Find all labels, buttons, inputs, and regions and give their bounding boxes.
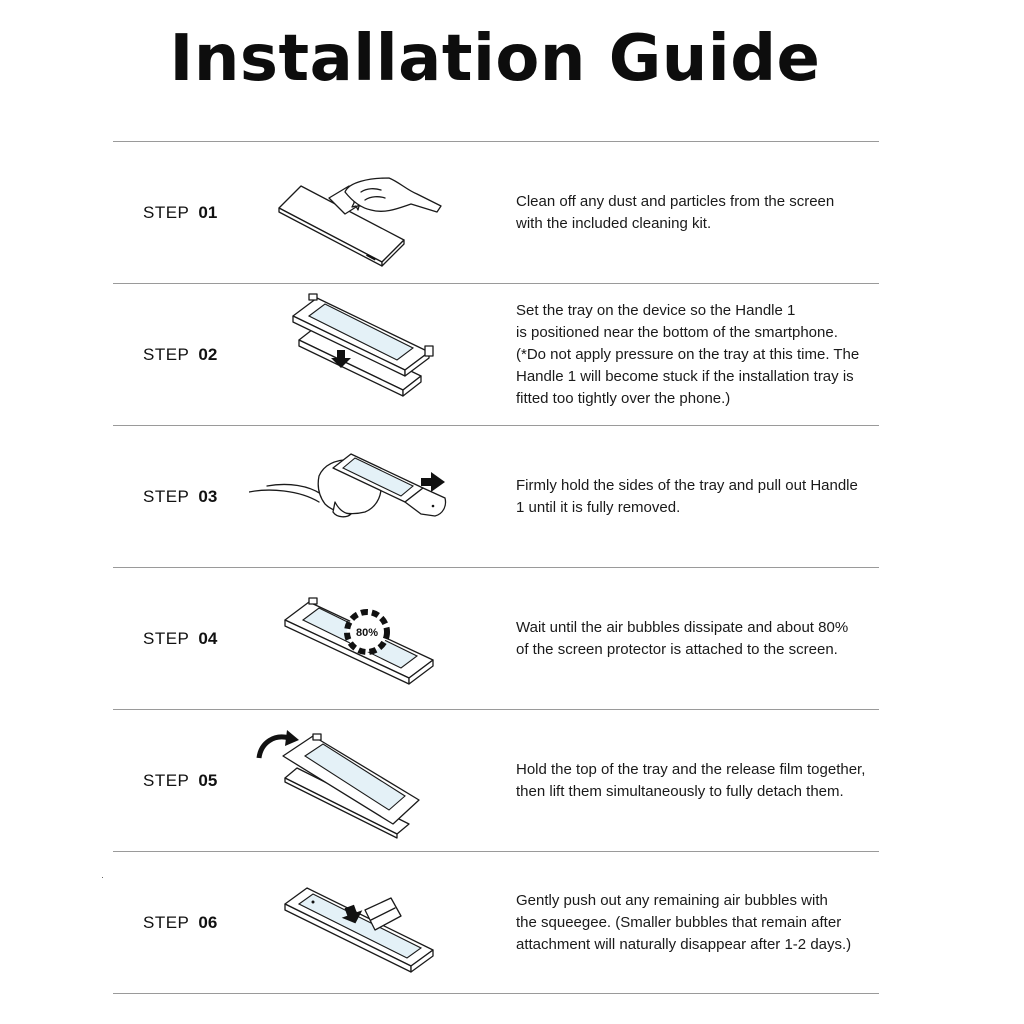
step-row-03 xyxy=(113,425,879,567)
step-word: STEP xyxy=(143,202,190,222)
step-label xyxy=(143,710,217,851)
lift-tray-icon xyxy=(249,716,449,844)
steps-list xyxy=(113,141,879,994)
step-label xyxy=(143,284,217,425)
cleaning-wipe-icon xyxy=(249,148,449,276)
step-word: STEP xyxy=(143,770,190,790)
step-number: 01 xyxy=(198,202,218,222)
step-number: 02 xyxy=(198,344,218,364)
step-word: STEP xyxy=(143,486,190,506)
step-word: STEP xyxy=(143,912,190,932)
tray-placement-icon xyxy=(249,290,449,418)
step-number: 03 xyxy=(198,486,218,506)
speck xyxy=(102,877,103,878)
step-word: STEP xyxy=(143,628,190,648)
step-row-05 xyxy=(113,709,879,851)
percent-badge: 80% xyxy=(355,627,379,639)
step-description: Firmly hold the sides of the tray and pull out Handle 1 until it is fully removed. xyxy=(516,476,858,516)
step-description: Gently push out any remaining air bubbles with the squeegee. (Smaller bubbles that remain after attachment will naturally disappear after 1-2 days.) xyxy=(516,891,852,953)
step-description: Set the tray on the device so the Handle 1 is positioned near the bottom of the smartphone. (*Do not apply pressure on the tray at this time. The Handle 1 will become stuck if the installation tray is fitted too tightly over the phone.) xyxy=(516,301,860,407)
step-description: Clean off any dust and particles from the screen with the included cleaning kit. xyxy=(516,192,835,232)
page-title: Installation Guide xyxy=(169,22,821,96)
step-word: STEP xyxy=(143,344,190,364)
step-description: Hold the top of the tray and the release film together, then lift them simultaneously to fully detach them. xyxy=(516,760,866,800)
step-label xyxy=(143,426,217,567)
step-description: Wait until the air bubbles dissipate and about 80% of the screen protector is attached to the screen. xyxy=(516,618,849,658)
step-number: 04 xyxy=(198,628,218,648)
step-row-02 xyxy=(113,283,879,425)
step-label xyxy=(143,142,217,283)
pull-handle-icon xyxy=(249,432,449,560)
step-row-01 xyxy=(113,141,879,283)
step-row-06 xyxy=(113,851,879,994)
step-row-04 xyxy=(113,567,879,709)
step-label xyxy=(143,852,217,993)
step-number: 06 xyxy=(198,912,218,932)
step-number: 05 xyxy=(198,770,218,790)
step-label xyxy=(143,568,217,709)
squeegee-icon xyxy=(249,858,449,986)
bubble-wait-icon xyxy=(249,574,449,702)
